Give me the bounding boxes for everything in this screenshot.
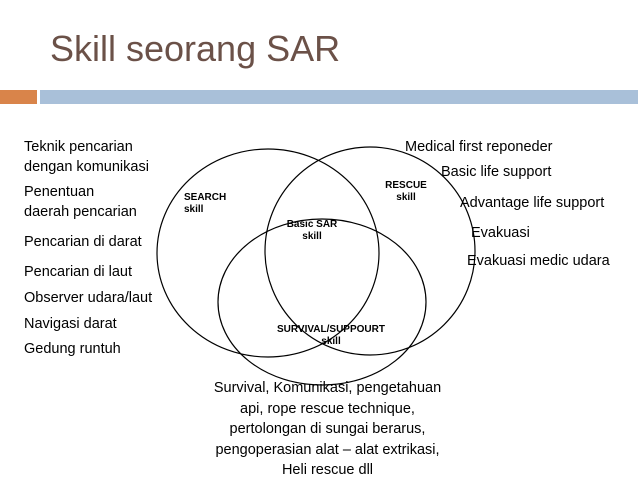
basic-sar-skill-label: Basic SAR skill (286, 219, 338, 242)
survival-circle (218, 219, 426, 385)
page-title: Skill seorang SAR (50, 28, 341, 69)
left-label: Gedung runtuh (24, 341, 121, 357)
right-label: Basic life support (441, 164, 552, 180)
survival-skill-label: SURVIVAL/SUPPOURT skill (277, 324, 385, 347)
left-label: daerah pencarian (24, 204, 137, 220)
rescue-skill-label: RESCUE skill (385, 180, 427, 203)
right-label: Evakuasi medic udara (467, 253, 610, 269)
left-label: dengan komunikasi (24, 159, 149, 175)
right-label: Advantage life support (460, 195, 605, 211)
search-skill-label: SEARCH skill (184, 192, 227, 215)
survival-skill-description: Survival, Komunikasi, pengetahuan api, rope rescue technique, pertolongan di sungai berarus, pengoperasian alat – alat extrikasi, Heli rescue dll (213, 380, 442, 478)
left-label: Pencarian di darat (24, 234, 142, 250)
left-label: Teknik pencarian (24, 139, 133, 155)
right-label: Medical first reponeder (405, 139, 553, 155)
left-label: Navigasi darat (24, 316, 117, 332)
left-label: Penentuan (24, 184, 95, 200)
right-label: Evakuasi (471, 225, 530, 241)
left-label: Observer udara/laut (24, 290, 153, 306)
left-label: Pencarian di laut (24, 264, 133, 280)
